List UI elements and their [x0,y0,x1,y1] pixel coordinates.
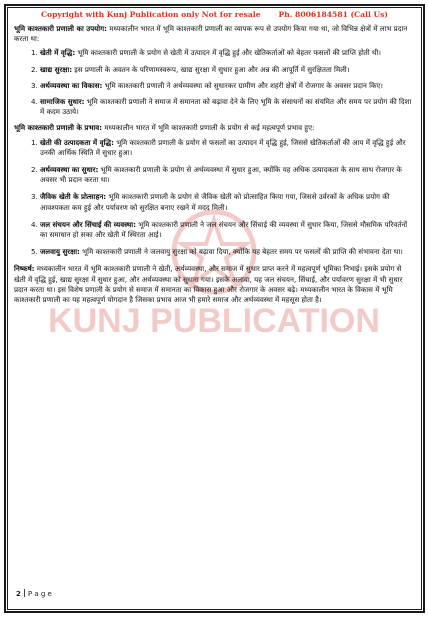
section2-intro: भूमि काश्तकारी प्रणाली के प्रभाव: मध्यकालीन भारत में भूमि काश्तकारी प्रणाली के प्रयोग से कई महत्वपूर्ण प्रभाव हुए: [14,123,315,133]
section1-intro: भूमि काश्तकारी प्रणाली का उपयोग: मध्यकालीन भारत में भूमि काश्तकारी प्रणाली का व्यापक रूप से उपयोग किया गया था, जो विभिन्न क्षेत्रों में लाभ प्रदान करता था: [14,24,408,44]
list-item: 5. जलवायु सुरक्षा: भूमि काश्तकारी प्रणाली ने जलवायु सुरक्षा को बढ़ावा दिया, क्योंकि यह बेहतर समय पर फसलों की प्राप्ति की संभावना देता था। [40,247,415,257]
section1-list [14,48,415,117]
phone-text: Ph. 8006184581 (Call Us) [278,10,388,19]
list-item: 2. अर्थव्यवस्था का सुधार: भूमि काश्तकारी प्रणाली के प्रयोग से अर्थव्यवस्था में सुधार हुआ, क्योंकि यह अधिक उत्पादकता के साथ साथ रोजगार के अवसर भी प्रदान करता था। [40,165,415,185]
list-item: 4. सामाजिक सुधार: भूमि काश्तकारी प्रणाली ने समाज में समानता को बढ़ावा देने के लिए भूमि के संसाधनों का संयमित और समय पर प्रयोग की दिशा में कदम उठाये। [40,97,415,117]
page-content [14,10,415,309]
section2-heading: भूमि काश्तकारी प्रणाली के प्रभाव: [14,123,103,133]
section1-heading: भूमि काश्तकारी प्रणाली का उपयोग: [14,24,107,33]
copyright-text: Copyright with Kunj Publication only Not for resale [40,10,261,19]
conclusion-paragraph: निष्कर्ष: मध्यकालीन भारत में भूमि काश्तकारी प्रणाली ने खेती, अर्थव्यवस्था, और समाज में सुधार प्राप्त करने में महत्वपूर्ण भूमिका निभाई। इसके प्रयोग से खेती में वृद्धि हुई, खाद्य सुरक्षा में सुधार हुआ, और अर्थव्यवस्था को सुधारा गया। इसके अलावा, यह जल संचयन, सिंचाई, और पर्यावरण सुरक्षा में भी सुधार प्रदान करता था। इस विशेष प्रणाली के प्रयोग से समाज में समानता का विकास हुआ और रोजगार के अवसर बढ़े। मध्यकालीन भारत के विकास में भूमि काश्तकारी प्रणाली का यह महत्वपूर्ण योगदान है जिसका प्रभाव आज भी हमारे समाज और अर्थव्यवस्था में महसूस होता है। [14,264,403,305]
copyright-header [14,10,415,20]
conclusion-heading: निष्कर्ष: [14,264,35,274]
list-item: 4. जल संचयन और सिंचाई की व्यवस्था: भूमि काश्तकारी प्रणाली ने जल संचयन और सिंचाई की व्यवस्था में सुधार किया, जिससे मौसमिक परिवर्तनों का समाधान हो सका और खेती में स्थिरता आई। [40,220,415,240]
list-item: 2. खाद्य सुरक्षा: इस प्रणाली के अवतन के परिणामस्वरूप, खाद्य सुरक्षा में सुधार हुआ और अन्न की आपूर्ति में सुरक्षितता मिली। [40,65,415,75]
list-item: 3. जैविक खेती के प्रोत्साहन: भूमि काश्तकारी प्रणाली के प्रयोग से जैविक खेती को प्रोत्साहित किया गया, जिससे उर्वरकों के अधिक प्रयोग की आवश्यकता कम हुई और पर्यावरण को सुरक्षित बनाए रखने में मदद मिली। [40,192,415,212]
section2-list [14,138,415,258]
watermark-text: KUNJ PUBLICATION [48,302,380,340]
page-label: P a g e [27,590,52,598]
list-item: 1. खेती में वृद्धि: भूमि काश्तकारी प्रणाली के प्रयोग से खेती में उत्पादन में वृद्धि हुई और खेतिकर्ताओं को बेहतर फसलों की प्राप्ति होती थी। [40,48,415,58]
list-item: 3. अर्थव्यवस्था का विकास: भूमि काश्तकारी प्रणाली ने अर्थव्यवस्था को सुधारकर ग्रामीण और शहरी क्षेत्रों में रोजगार के अवसर प्रदान किए। [40,81,415,91]
list-item: 1. खेती की उत्पादकता में वृद्धि: भूमि काश्तकारी प्रणाली के प्रयोग से फसलों का उत्पादन में वृद्धि हुई, जिससे खेतिकर्ताओं की आय में वृद्धि हुई और उनकी आर्थिक स्थिति में सुधार हुआ। [40,138,415,158]
footer-divider [24,589,25,597]
page-footer [16,589,52,598]
page-number: 2 [16,590,21,598]
